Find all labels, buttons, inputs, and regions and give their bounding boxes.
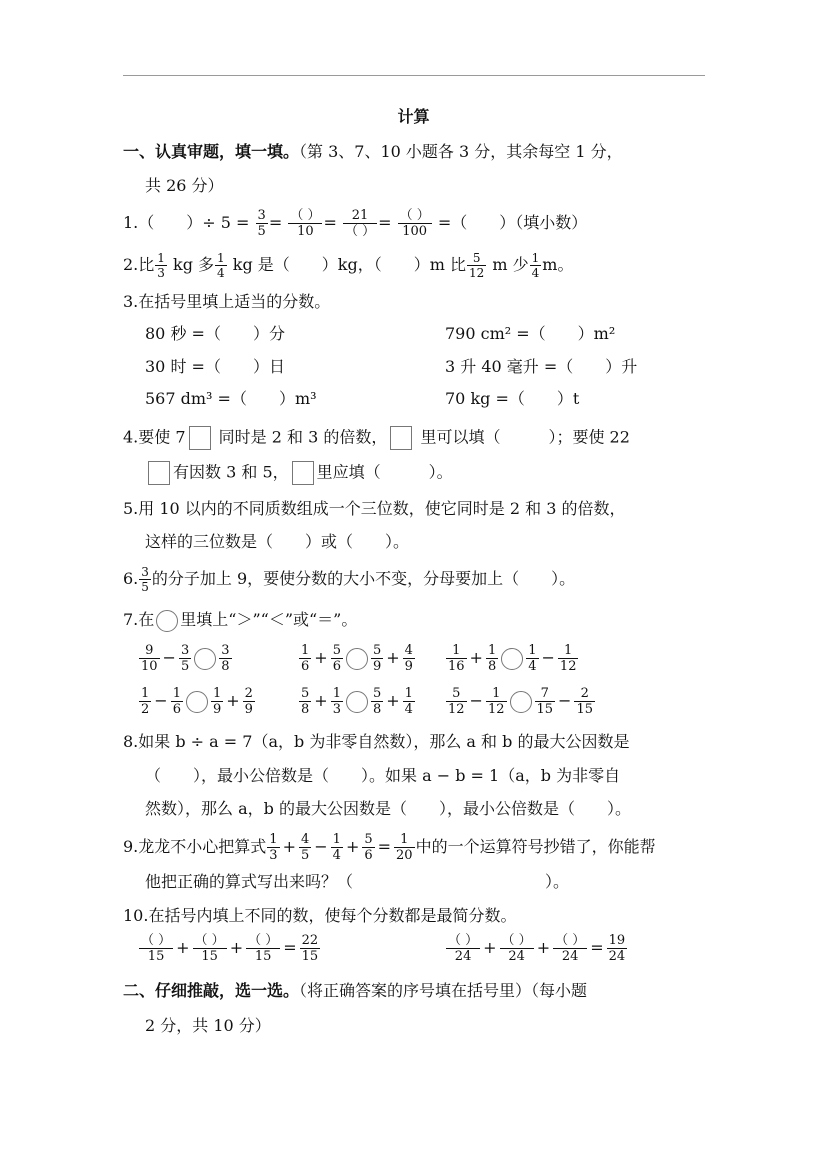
q9-expression bbox=[266, 832, 415, 863]
fraction: $\frac{3}{5}$ bbox=[141, 565, 149, 594]
section2-heading: 二、仔细推敲，选一选。 bbox=[123, 981, 300, 1000]
q7-text: 里填上“＞”“＜”或“＝”。 bbox=[180, 610, 358, 629]
fraction: $\frac{19}{24}$ bbox=[608, 933, 626, 964]
fraction: $\frac{3}{5}$ bbox=[180, 643, 190, 674]
q7-text: 7.在 bbox=[123, 610, 155, 629]
operator: − bbox=[154, 691, 168, 710]
fraction: $\frac{9}{10}$ bbox=[141, 643, 158, 674]
q7-comparison-item bbox=[298, 644, 416, 673]
fraction: $\frac{3}{8}$ bbox=[221, 643, 230, 674]
section2-note: （将正确答案的序号填在括号里）（每小题 bbox=[299, 981, 588, 1000]
compare-circle[interactable] bbox=[346, 648, 368, 670]
operator: − bbox=[541, 648, 555, 667]
fraction: $\frac{7}{15}$ bbox=[536, 686, 554, 717]
q10-right-expression bbox=[445, 934, 628, 963]
question-5-line2: 这样的三位数是（ ）或（ ）。 bbox=[145, 532, 410, 551]
operator: + bbox=[469, 648, 483, 667]
operator: = bbox=[283, 938, 297, 957]
compare-circle[interactable] bbox=[186, 691, 208, 713]
fraction: $\frac{5}{9}$ bbox=[372, 643, 382, 674]
fraction: $\frac{( )}{24}$ bbox=[448, 933, 479, 964]
q4-text: 里可以填（ ）；要使 22 bbox=[420, 427, 630, 447]
fraction: $\frac{1}{4}$ bbox=[404, 686, 413, 717]
question-8-line2: （ ），最小公倍数是（ ）。如果 a − b = 1（a，b 为非零自 bbox=[145, 766, 621, 785]
operator: − bbox=[558, 691, 572, 710]
operator: = bbox=[377, 837, 392, 856]
fraction: $\frac{1}{6}$ bbox=[172, 686, 181, 717]
header-rule bbox=[123, 75, 705, 76]
fraction: $\frac{1}{4}$ bbox=[528, 643, 537, 674]
fraction: $\frac{( )}{24}$ bbox=[501, 933, 532, 964]
fraction: $\frac{1}{16}$ bbox=[448, 643, 465, 674]
q7-comparison-item bbox=[138, 687, 256, 716]
operator: + bbox=[386, 648, 400, 667]
operator: − bbox=[314, 837, 328, 856]
question-4 bbox=[123, 426, 630, 450]
fraction: $\frac{4}{5}$ bbox=[300, 832, 310, 863]
operator: + bbox=[314, 691, 328, 710]
q3-item: 790 cm² =（ ）m² bbox=[445, 324, 616, 343]
fraction: $\frac{1}{6}$ bbox=[301, 643, 310, 674]
q6-text: 6. bbox=[123, 569, 139, 588]
q2-text: kg 是（ ）kg，（ ）m 比 bbox=[232, 255, 467, 274]
fraction: $\frac{( )}{10}$ bbox=[290, 208, 321, 239]
q4-text: 里应填（ ）。 bbox=[316, 462, 453, 482]
q2-text: m。 bbox=[542, 255, 574, 274]
q9-text: 9.龙龙不小心把算式 bbox=[123, 837, 267, 856]
fraction: $\frac{5}{12}$ bbox=[469, 251, 485, 280]
q10-left-expression bbox=[138, 934, 321, 963]
fraction: $\frac{1}{2}$ bbox=[141, 686, 150, 717]
q3-item: 80 秒 =（ ）分 bbox=[145, 324, 285, 343]
fraction: $\frac{( )}{15}$ bbox=[194, 933, 225, 964]
q2-text: 2.比 bbox=[123, 255, 155, 274]
fraction: $\frac{5}{8}$ bbox=[372, 686, 382, 717]
operator: + bbox=[314, 648, 328, 667]
operator: = bbox=[590, 938, 604, 957]
fraction: $\frac{1}{8}$ bbox=[487, 643, 497, 674]
section1-heading: 一、认真审题，填一填。 bbox=[123, 142, 300, 161]
question-2 bbox=[123, 252, 573, 279]
fraction: $\frac{1}{4}$ bbox=[332, 832, 341, 863]
operator: + bbox=[229, 938, 244, 957]
fraction: $\frac{1}{3}$ bbox=[332, 686, 341, 717]
fraction: $\frac{( )}{100}$ bbox=[399, 208, 430, 239]
q1-suffix: =（ ）（填小数） bbox=[437, 213, 588, 232]
fraction: $\frac{( )}{24}$ bbox=[555, 933, 586, 964]
compare-circle[interactable] bbox=[501, 648, 523, 670]
q4-text: 4.要使 7 bbox=[123, 427, 186, 447]
q7-comparison-item bbox=[445, 644, 579, 673]
fraction: $\frac{1}{12}$ bbox=[487, 686, 505, 717]
fraction: $\frac{1}{3}$ bbox=[269, 832, 278, 863]
compare-circle[interactable] bbox=[510, 691, 532, 713]
q3-item: 30 时 =（ ）日 bbox=[145, 357, 285, 376]
answer-box[interactable] bbox=[148, 461, 170, 485]
fraction: $\frac{21}{( )}$ bbox=[344, 208, 376, 239]
q2-text: m 少 bbox=[492, 255, 529, 274]
operator: + bbox=[536, 938, 551, 957]
compare-circle[interactable] bbox=[346, 691, 368, 713]
q3-item: 3 升 40 毫升 =（ ）升 bbox=[445, 357, 638, 376]
question-10: 10.在括号内填上不同的数，使每个分数都是最简分数。 bbox=[123, 906, 517, 925]
fraction: $\frac{1}{12}$ bbox=[559, 643, 577, 674]
operator: + bbox=[386, 691, 400, 710]
fraction: $\frac{22}{15}$ bbox=[301, 933, 319, 964]
q9-text: 中的一个运算符号抄错了，你能帮 bbox=[415, 837, 656, 856]
question-9-line2: 他把正确的算式写出来吗？（ ）。 bbox=[145, 872, 570, 891]
fraction: $\frac{( )}{15}$ bbox=[248, 933, 279, 964]
question-3: 3.在括号里填上适当的分数。 bbox=[123, 292, 331, 311]
fraction: $\frac{4}{9}$ bbox=[404, 643, 413, 674]
answer-box[interactable] bbox=[390, 426, 412, 450]
operator: + bbox=[282, 837, 296, 856]
section1-note: （第 3、7、10 小题各 3 分，其余每空 1 分， bbox=[299, 142, 623, 161]
question-1: 1.（ ）÷ 5 = $\frac{3}{5}$ = $\frac{( )}{10}$ = $\frac{21}{( )}$ = $\frac{( )}{100}$ =（ ）（填小数） bbox=[123, 208, 588, 239]
page-title: 计算 bbox=[397, 107, 430, 126]
fraction: $\frac{5}{6}$ bbox=[332, 643, 341, 674]
compare-circle bbox=[156, 610, 178, 632]
section2-note-2: 2 分，共 10 分） bbox=[145, 1016, 271, 1035]
q4-text: 有因数 3 和 5， bbox=[173, 462, 289, 482]
q2-text: kg 多 bbox=[173, 255, 215, 274]
q3-item: 70 kg =（ ）t bbox=[445, 389, 580, 408]
q3-item: 567 dm³ =（ ）m³ bbox=[145, 389, 317, 408]
q7-comparison-item bbox=[138, 644, 233, 673]
question-4-line2 bbox=[145, 461, 453, 485]
question-5: 5.用 10 以内的不同质数组成一个三位数，使它同时是 2 和 3 的倍数， bbox=[123, 499, 626, 518]
section2-heading-line bbox=[123, 980, 587, 1002]
fraction: $\frac{1}{20}$ bbox=[396, 832, 413, 863]
operator: + bbox=[226, 691, 240, 710]
question-7 bbox=[123, 609, 357, 632]
question-8-line3: 然数），那么 a，b 的最大公因数是（ ），最小公倍数是（ ）。 bbox=[145, 799, 631, 818]
operator: + bbox=[176, 938, 190, 957]
operator: − bbox=[162, 648, 176, 667]
fraction: $\frac{5}{8}$ bbox=[301, 686, 310, 717]
section1-note-2: 共 26 分） bbox=[145, 176, 224, 195]
operator: + bbox=[483, 938, 497, 957]
compare-circle[interactable] bbox=[194, 648, 216, 670]
q6-text: 的分子加上 9，要使分数的大小不变，分母要加上（ ）。 bbox=[151, 569, 576, 588]
answer-box[interactable] bbox=[292, 461, 314, 485]
fraction: $\frac{1}{4}$ bbox=[531, 251, 540, 280]
q7-comparison-item bbox=[298, 687, 416, 716]
fraction: $\frac{5}{12}$ bbox=[448, 686, 465, 717]
answer-box[interactable] bbox=[189, 426, 211, 450]
question-8: 8.如果 b ÷ a = 7（a，b 为非零自然数），那么 a 和 b 的最大公因数是 bbox=[123, 732, 630, 751]
q7-comparison-item bbox=[445, 687, 596, 716]
fraction: $\frac{3}{5}$ bbox=[257, 208, 266, 239]
question-9 bbox=[123, 833, 656, 862]
fraction: $\frac{( )}{15}$ bbox=[141, 933, 172, 964]
question-6 bbox=[123, 566, 575, 593]
fraction: $\frac{5}{6}$ bbox=[364, 832, 373, 863]
fraction: $\frac{2}{9}$ bbox=[244, 686, 253, 717]
fraction: $\frac{1}{4}$ bbox=[217, 251, 225, 280]
operator: − bbox=[469, 691, 483, 710]
operator: + bbox=[345, 837, 360, 856]
fraction: $\frac{1}{9}$ bbox=[212, 686, 222, 717]
q1-prefix: 1.（ ）÷ 5 = bbox=[123, 213, 250, 232]
fraction: $\frac{1}{3}$ bbox=[157, 251, 165, 280]
section1-heading-line bbox=[123, 141, 623, 163]
fraction: $\frac{2}{15}$ bbox=[576, 686, 593, 717]
q4-text: 同时是 2 和 3 的倍数， bbox=[218, 427, 388, 447]
